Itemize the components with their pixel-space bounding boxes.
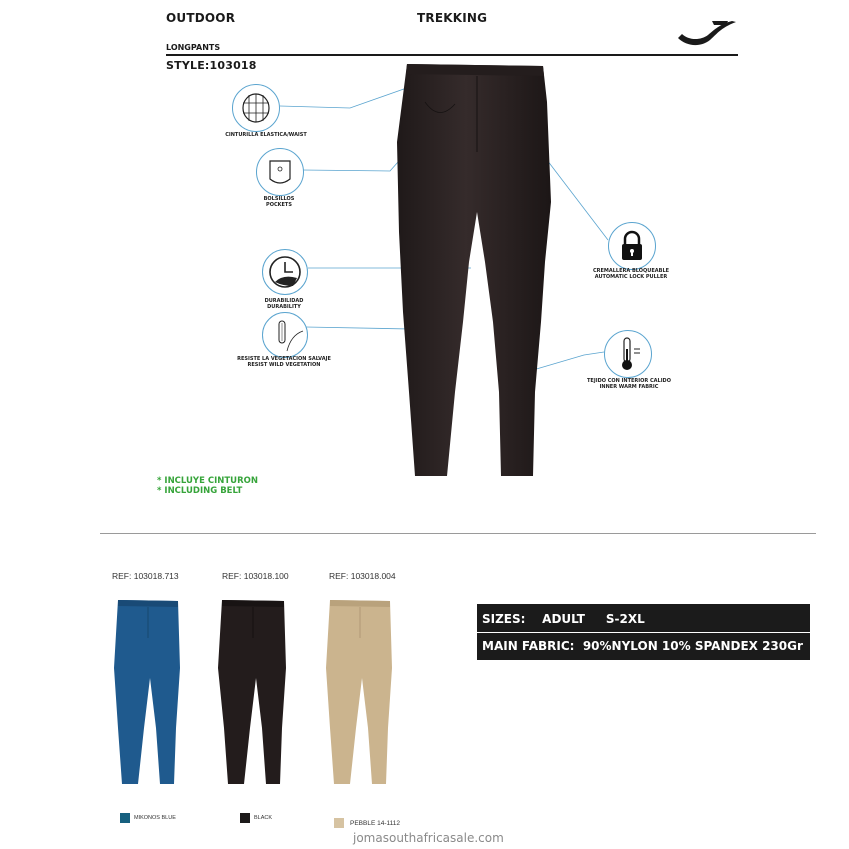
feature-vegetation-circle — [262, 312, 308, 358]
variant-ref: REF: 103018.100 — [222, 571, 289, 581]
lock-icon — [609, 223, 655, 269]
section-divider — [100, 533, 816, 534]
thermometer-icon — [605, 331, 651, 377]
feature-vegetation-label — [224, 356, 344, 368]
sizes-spec: SIZES: ADULT S-2XL — [482, 612, 645, 626]
watermark-text: jomasouthafricasale.com — [353, 831, 504, 845]
durability-icon — [263, 250, 307, 294]
belt-note-en: * INCLUDING BELT — [157, 486, 243, 496]
feature-warm-es: TEJIDO CON INTERIOR CALIDO — [587, 378, 671, 384]
belt-note-es: * INCLUYE CINTURON — [157, 476, 258, 486]
feature-zipper-es: CREMALLERA BLOQUEABLE — [592, 268, 670, 274]
feature-zipper-en: AUTOMATIC LOCK PULLER — [594, 274, 668, 280]
variant-ref: REF: 103018.713 — [112, 571, 179, 581]
feature-durability-en: DURABILITY — [267, 304, 301, 310]
category-label: OUTDOOR — [166, 11, 236, 25]
feature-zipper-label — [586, 268, 676, 280]
fabric-spec: MAIN FABRIC: 90%NYLON 10% SPANDEX 230Gr — [482, 639, 803, 653]
feature-warm-en: INNER WARM FABRIC — [599, 384, 659, 390]
feature-waist-label: CINTURILLA ELASTICA/WAIST — [225, 132, 307, 138]
feature-pockets-es: BOLSILLOS — [263, 196, 295, 202]
feature-waist-circle — [232, 84, 280, 132]
main-pants-image — [395, 62, 555, 480]
pocket-icon — [257, 149, 303, 195]
feature-warm-circle — [604, 330, 652, 378]
swatch-label: BLACK — [254, 815, 273, 821]
feature-zipper-circle — [608, 222, 656, 270]
variant-pants-black-image — [216, 598, 290, 788]
product-type-label: LONGPANTS — [166, 43, 221, 52]
feature-vegetation-en: RESIST WILD VEGETATION — [247, 362, 321, 368]
swatch-mikonos-blue — [120, 813, 130, 823]
swatch-black — [240, 813, 250, 823]
swatch-label: MIKONOS BLUE — [134, 815, 176, 821]
variant-pants-pebble-image — [324, 598, 396, 788]
feature-vegetation-es: RESISTE LA VEGETACION SALVAJE — [237, 356, 331, 362]
feature-pockets-en: POCKETS — [266, 202, 292, 208]
variant-ref: REF: 103018.004 — [329, 571, 396, 581]
feature-pockets-circle — [256, 148, 304, 196]
line-label: TREKKING — [417, 11, 488, 25]
cactus-icon — [263, 313, 307, 357]
elastic-waist-icon — [233, 85, 279, 131]
variant-pants-blue-image — [112, 598, 184, 788]
specs-divider — [477, 632, 810, 633]
feature-warm-label — [584, 378, 674, 390]
swatch-pebble — [334, 818, 344, 828]
feature-durability-label — [244, 298, 324, 310]
feature-pockets-label — [239, 196, 319, 208]
style-label: STYLE:103018 — [166, 59, 257, 72]
specs-box — [477, 604, 810, 660]
belt-note — [157, 476, 258, 496]
feature-durability-es: DURABILIDAD — [264, 298, 304, 304]
feature-durability-circle — [262, 249, 308, 295]
swatch-label: PEBBLE 14-1112 — [350, 820, 400, 827]
